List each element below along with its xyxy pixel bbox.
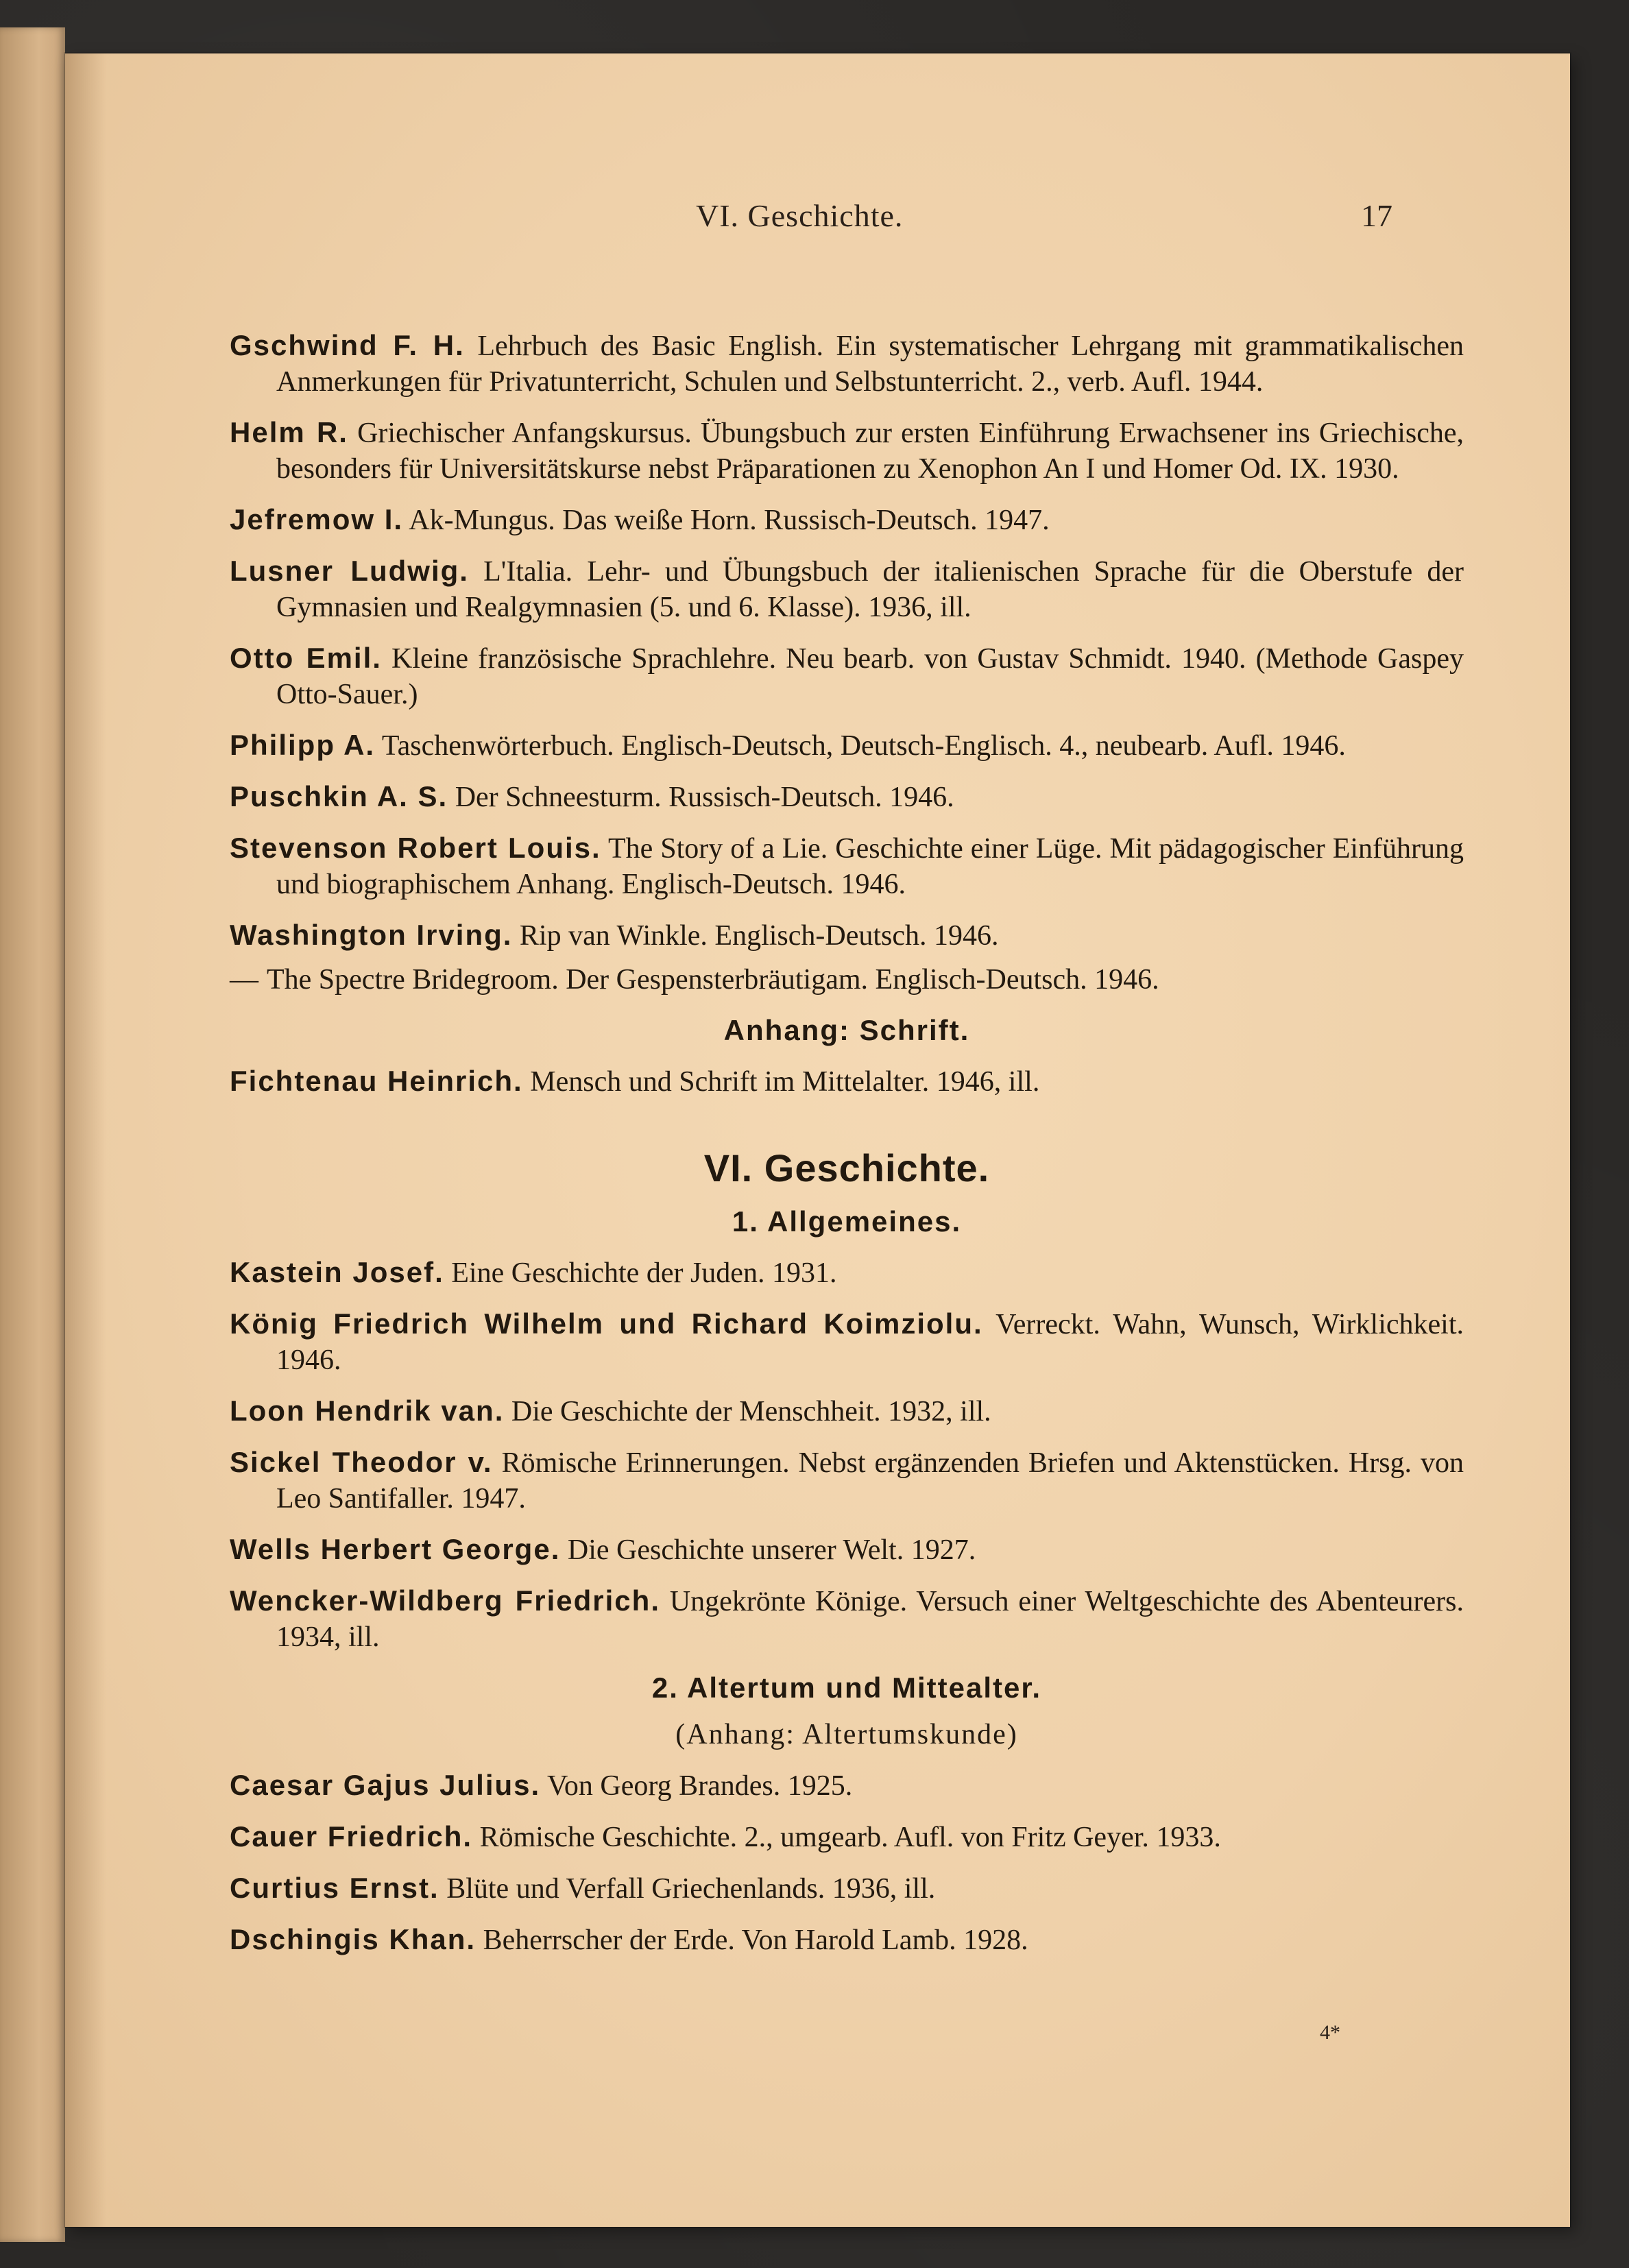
entry-author: Jefremow I. — [230, 503, 404, 535]
book-page — [65, 53, 1570, 2227]
entry-author: Caesar Gajus Julius. — [230, 1769, 541, 1801]
entry-author: Fichtenau Heinrich. — [230, 1065, 523, 1097]
entry-author: Philipp A. — [230, 729, 376, 761]
entry-text: The Story of a Lie. Geschichte einer Lüge. Mit pädagogischer Einführung und biographischem Anhang. Englisch-Deutsch. 1946. — [276, 833, 1464, 900]
bibliography-entry — [230, 1255, 1464, 1291]
entry-text: Griechischer Anfangskursus. Übungsbuch zur ersten Einführung Erwachsener ins Griechische, besonders für Universitätskurse nebst Präparationen zu Xenophon An I und Homer Od. IX. 1930. — [276, 418, 1464, 485]
entry-author: Wells Herbert George. — [230, 1533, 561, 1565]
bibliography-entry — [230, 1063, 1464, 1100]
bibliography-entry — [230, 1768, 1464, 1804]
entry-author: Dschingis Khan. — [230, 1923, 476, 1955]
entry-text: Römische Erinnerungen. Nebst ergänzenden Briefen und Aktenstücken. Hrsg. von Leo Santifaller. 1947. — [276, 1447, 1464, 1515]
entry-author: Otto Emil. — [230, 642, 382, 674]
entry-author: König Friedrich Wilhelm und Richard Koimziolu. — [230, 1307, 983, 1340]
bibliography-entry — [230, 1922, 1464, 1958]
entry-text: Römische Geschichte. 2., umgearb. Aufl. von Fritz Geyer. 1933. — [479, 1822, 1221, 1853]
page-number: 17 — [1361, 198, 1392, 233]
bibliography-entry — [230, 1870, 1464, 1907]
entry-author: Kastein Josef. — [230, 1256, 444, 1288]
bibliography-entry — [230, 328, 1464, 400]
subsection-heading: 2. Altertum und Mittealter. — [651, 1672, 1042, 1704]
entry-text: Ak-Mungus. Das weiße Horn. Russisch-Deutsch. 1947. — [409, 505, 1050, 536]
bibliography-entry — [230, 1445, 1464, 1517]
bibliography-entry — [230, 415, 1464, 487]
entry-text: Lehrbuch des Basic English. Ein systematischer Lehrgang mit grammatikalischen Anmerkungen für Privatunterricht, Schulen und Selbstunterricht. 2., verb. Aufl. 1944. — [276, 330, 1464, 398]
entry-author: Wencker-Wildberg Friedrich. — [230, 1584, 660, 1617]
signature-mark: 4* — [1320, 2021, 1340, 2044]
entry-author: Washington Irving. — [230, 919, 513, 951]
entry-author: Gschwind F. H. — [230, 329, 465, 361]
gutter-shadow — [65, 53, 106, 2227]
subsection-note: (Anhang: Altertumskunde) — [675, 1719, 1018, 1750]
entry-text: L'Italia. Lehr- und Übungsbuch der italienischen Sprache für die Oberstufe der Gymnasien und Realgymnasien (5. und 6. Klasse). 1936, ill. — [276, 556, 1464, 623]
bibliography-entry — [230, 640, 1464, 712]
bibliography-entry — [230, 553, 1464, 625]
entry-text: Ungekrönte Könige. Versuch einer Weltgeschichte des Abenteurers. 1934, ill. — [276, 1586, 1464, 1653]
bibliography-entry — [230, 1306, 1464, 1378]
bibliography-entry — [230, 917, 1464, 954]
entry-author: Lusner Ludwig. — [230, 555, 469, 587]
entry-author: Sickel Theodor v. — [230, 1446, 493, 1478]
entry-text: Die Geschichte unserer Welt. 1927. — [567, 1534, 976, 1566]
entry-text: Taschenwörterbuch. Englisch-Deutsch, Deutsch-Englisch. 4., neubearb. Aufl. 1946. — [381, 730, 1346, 762]
appendix-heading: Anhang: Schrift. — [723, 1014, 970, 1046]
ditto-dash: — — [230, 964, 258, 996]
entry-text: Blüte und Verfall Griechenlands. 1936, ill. — [446, 1873, 936, 1905]
entry-text: Kleine französische Sprachlehre. Neu bearb. von Gustav Schmidt. 1940. (Methode Gaspey Otto-Sauer.) — [276, 643, 1464, 710]
entry-author: Stevenson Robert Louis. — [230, 832, 601, 864]
bibliography-entry — [230, 1393, 1464, 1429]
bibliography-entry — [230, 779, 1464, 815]
entry-text: Von Georg Brandes. 1925. — [546, 1770, 853, 1802]
entry-author: Cauer Friedrich. — [230, 1820, 473, 1853]
running-title: VI. Geschichte. — [696, 198, 904, 233]
entry-text: Eine Geschichte der Juden. 1931. — [451, 1257, 837, 1289]
entry-text: The Spectre Bridegroom. Der Gespensterbräutigam. Englisch-Deutsch. 1946. — [267, 964, 1159, 996]
entry-text: Mensch und Schrift im Mittelalter. 1946, ill. — [530, 1066, 1040, 1098]
left-page-edge — [0, 27, 65, 2242]
entry-author: Loon Hendrik van. — [230, 1395, 505, 1427]
entry-text: Die Geschichte der Menschheit. 1932, ill. — [511, 1396, 991, 1427]
section-heading: VI. Geschichte. — [703, 1146, 990, 1190]
entry-text: Der Schneesturm. Russisch-Deutsch. 1946. — [455, 782, 954, 813]
entry-text: Rip van Winkle. Englisch-Deutsch. 1946. — [519, 920, 999, 952]
bibliography-entry — [230, 1532, 1464, 1568]
entry-author: Helm R. — [230, 416, 348, 448]
bibliography-entry — [230, 830, 1464, 902]
bibliography-entry — [230, 1819, 1464, 1855]
bibliography-entry — [230, 727, 1464, 764]
entry-author: Puschkin A. S. — [230, 780, 448, 812]
page-content — [230, 328, 1464, 1973]
entry-author: Curtius Ernst. — [230, 1872, 439, 1904]
bibliography-entry-continuation — [230, 962, 1464, 998]
bibliography-entry — [230, 502, 1464, 538]
entry-text: Beherrscher der Erde. Von Harold Lamb. 1928. — [483, 1925, 1028, 1956]
entry-text: Verreckt. Wahn, Wunsch, Wirklichkeit. 1946. — [276, 1309, 1464, 1376]
bibliography-entry — [230, 1583, 1464, 1655]
subsection-heading: 1. Allgemeines. — [732, 1205, 962, 1238]
